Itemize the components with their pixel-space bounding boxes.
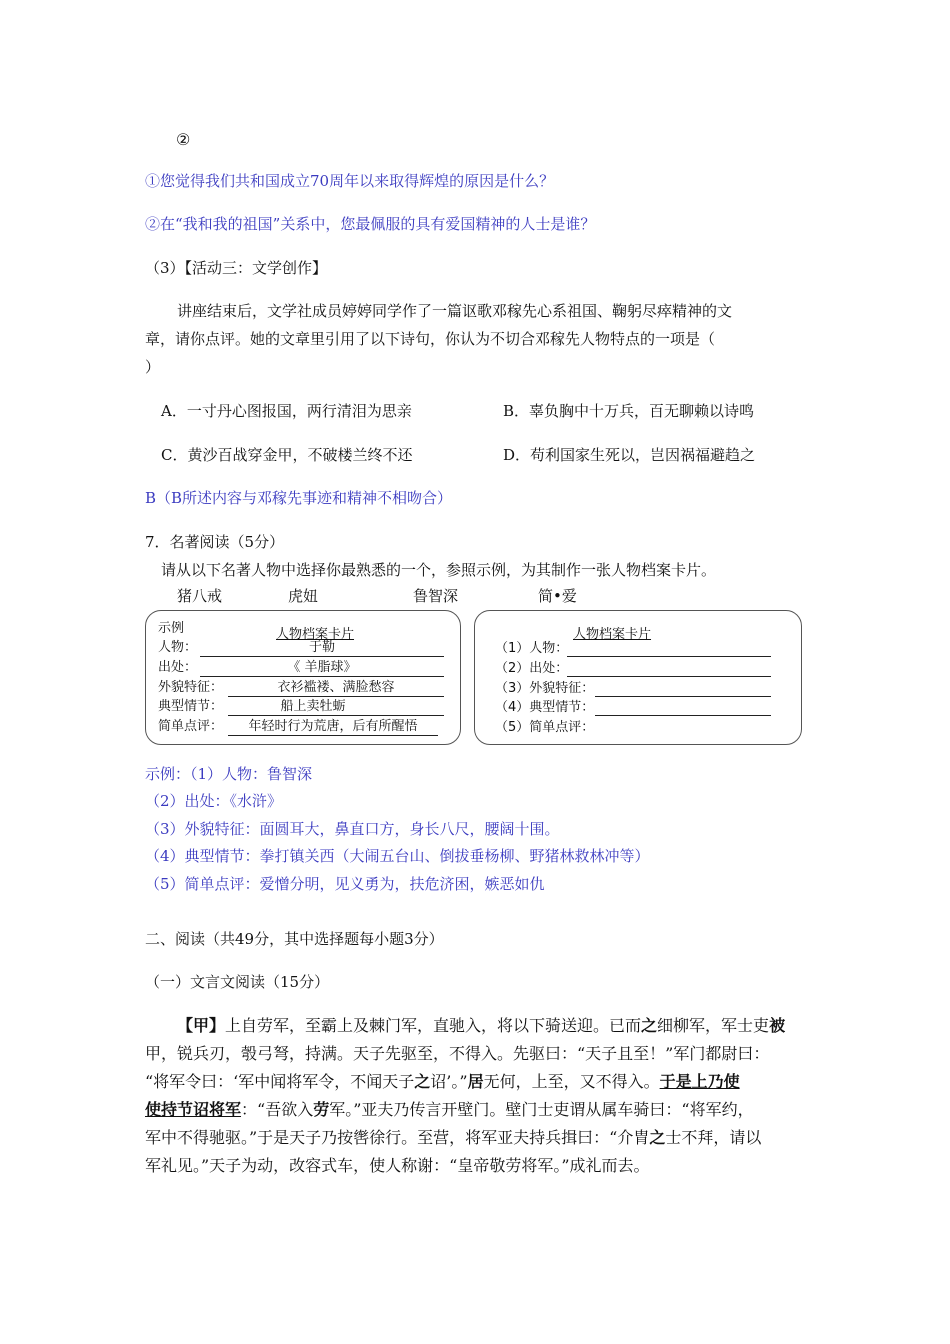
passage-line-4: 使持节诏将军：“吾欲入劳军。”亚夫乃传言开壁门。壁门士吏谓从属车骑曰：“将军约， [145, 1100, 754, 1119]
character-2: 虎妞 [288, 587, 319, 605]
character-3: 鲁智深 [413, 587, 459, 605]
answer-line-2: ②在“我和我的祖国”关系中，您最佩服的具有爱国精神的人士是谁？ [145, 215, 596, 233]
example-label-4: 典型情节： [158, 699, 224, 714]
passage-label: 【甲】 [177, 1016, 226, 1035]
activity3-para-1: 讲座结束后，文学社成员婷婷同学作了一篇讴歌邓稼先心系祖国、鞠躬尽瘁精神的文 [177, 302, 733, 320]
option-a: A．一寸丹心图报国，两行清泪为思亲 [161, 402, 412, 420]
passage-line-1: 【甲】上自劳军，至霸上及棘门军，直驰入，将以下骑送迎。已而之细柳军，军士吏被 [177, 1016, 786, 1035]
passage-line-6: 军礼见。”天子为动，改容式车，使人称谢：“皇帝敬劳将军。”成礼而去。 [145, 1156, 650, 1175]
activity3-para-3: ） [145, 358, 161, 376]
example-corner: 示例 [158, 621, 185, 636]
example-value-1: 于勒 [308, 640, 335, 655]
answer-line-1: ①您觉得我们共和国成立70周年以来取得辉煌的原因是什么？ [145, 172, 555, 190]
example-value-5: 年轻时行为荒唐，后有所醒悟 [248, 719, 418, 734]
q7-answer-5: （5）简单点评：爱憎分明，见义勇为，扶危济困，嫉恶如仇 [145, 875, 545, 893]
blank-label-4: （4）典型情节： [495, 700, 595, 715]
example-label-2: 出处： [158, 660, 198, 675]
blank-label-1: （1）人物： [495, 641, 569, 656]
example-value-3: 衣衫褴褛、满脸愁容 [277, 680, 395, 695]
passage-line-3: “将军令曰：‘军中闻将军令，不闻天子之诏’。”居无何，上至，又不得入。于是上乃使 [145, 1072, 740, 1091]
blank-label-2: （2）出处： [495, 661, 569, 676]
blank-card-title: 人物档案卡片 [573, 627, 652, 642]
option-d: D．苟利国家生死以，岂因祸福避趋之 [503, 446, 756, 464]
character-4: 简•爱 [538, 587, 577, 605]
section2-heading: 二、阅读（共49分，其中选择题每小题3分） [145, 930, 444, 948]
q7-answer-4: （4）典型情节：拳打镇关西（大闹五台山、倒拔垂杨柳、野猪林救林冲等） [145, 847, 650, 865]
example-card-title: 人物档案卡片 [276, 627, 355, 642]
q7-answer-2: （2）出处：《水浒》 [145, 792, 283, 810]
blank-label-3: （3）外貌特征： [495, 681, 595, 696]
option-c: C．黄沙百战穿金甲，不破楼兰终不还 [161, 446, 413, 464]
blank-label-5: （5）简单点评： [495, 720, 595, 735]
example-value-2: 《 羊脂球》 [287, 660, 357, 675]
q7-heading: 7．名著阅读（5分） [145, 533, 285, 551]
q7-answer-3: （3）外貌特征：面圆耳大，鼻直口方，身长八尺，腰阔十围。 [145, 820, 560, 838]
activity3-answer: B（B所述内容与邓稼先事迹和精神不相吻合） [145, 489, 453, 507]
q7-answer-1: 示例：（1）人物：鲁智深 [145, 765, 313, 783]
example-label-3: 外貌特征： [158, 680, 224, 695]
example-label-1: 人物： [158, 640, 198, 655]
example-card [145, 610, 461, 745]
q7-instruction: 请从以下名著人物中选择你最熟悉的一个，参照示例，为其制作一张人物档案卡片。 [161, 561, 717, 579]
passage-line-5: 军中不得驰驱。”于是天子乃按辔徐行。至营，将军亚夫持兵揖曰：“介胄之士不拜，请以 [145, 1128, 762, 1147]
character-1: 猪八戒 [177, 587, 223, 605]
section2-sub: （一）文言文阅读（15分） [145, 973, 330, 991]
option-b: B．辜负胸中十万兵，百无聊赖以诗鸣 [503, 402, 755, 420]
blank-card [474, 610, 802, 745]
question-marker: ② [176, 130, 191, 149]
activity3-para-2: 章，请你点评。她的文章里引用了以下诗句，你认为不切合邓稼先人物特点的一项是（ [145, 330, 716, 348]
activity3-heading: （3）【活动三：文学创作】 [145, 259, 328, 277]
passage-line-2: 甲，锐兵刃，彀弓弩，持满。天子先驱至，不得入。先驱曰：“天子且至！”军门都尉曰： [145, 1044, 770, 1063]
example-value-4: 船上卖牡蛎 [280, 699, 346, 714]
example-label-5: 简单点评： [158, 719, 224, 734]
